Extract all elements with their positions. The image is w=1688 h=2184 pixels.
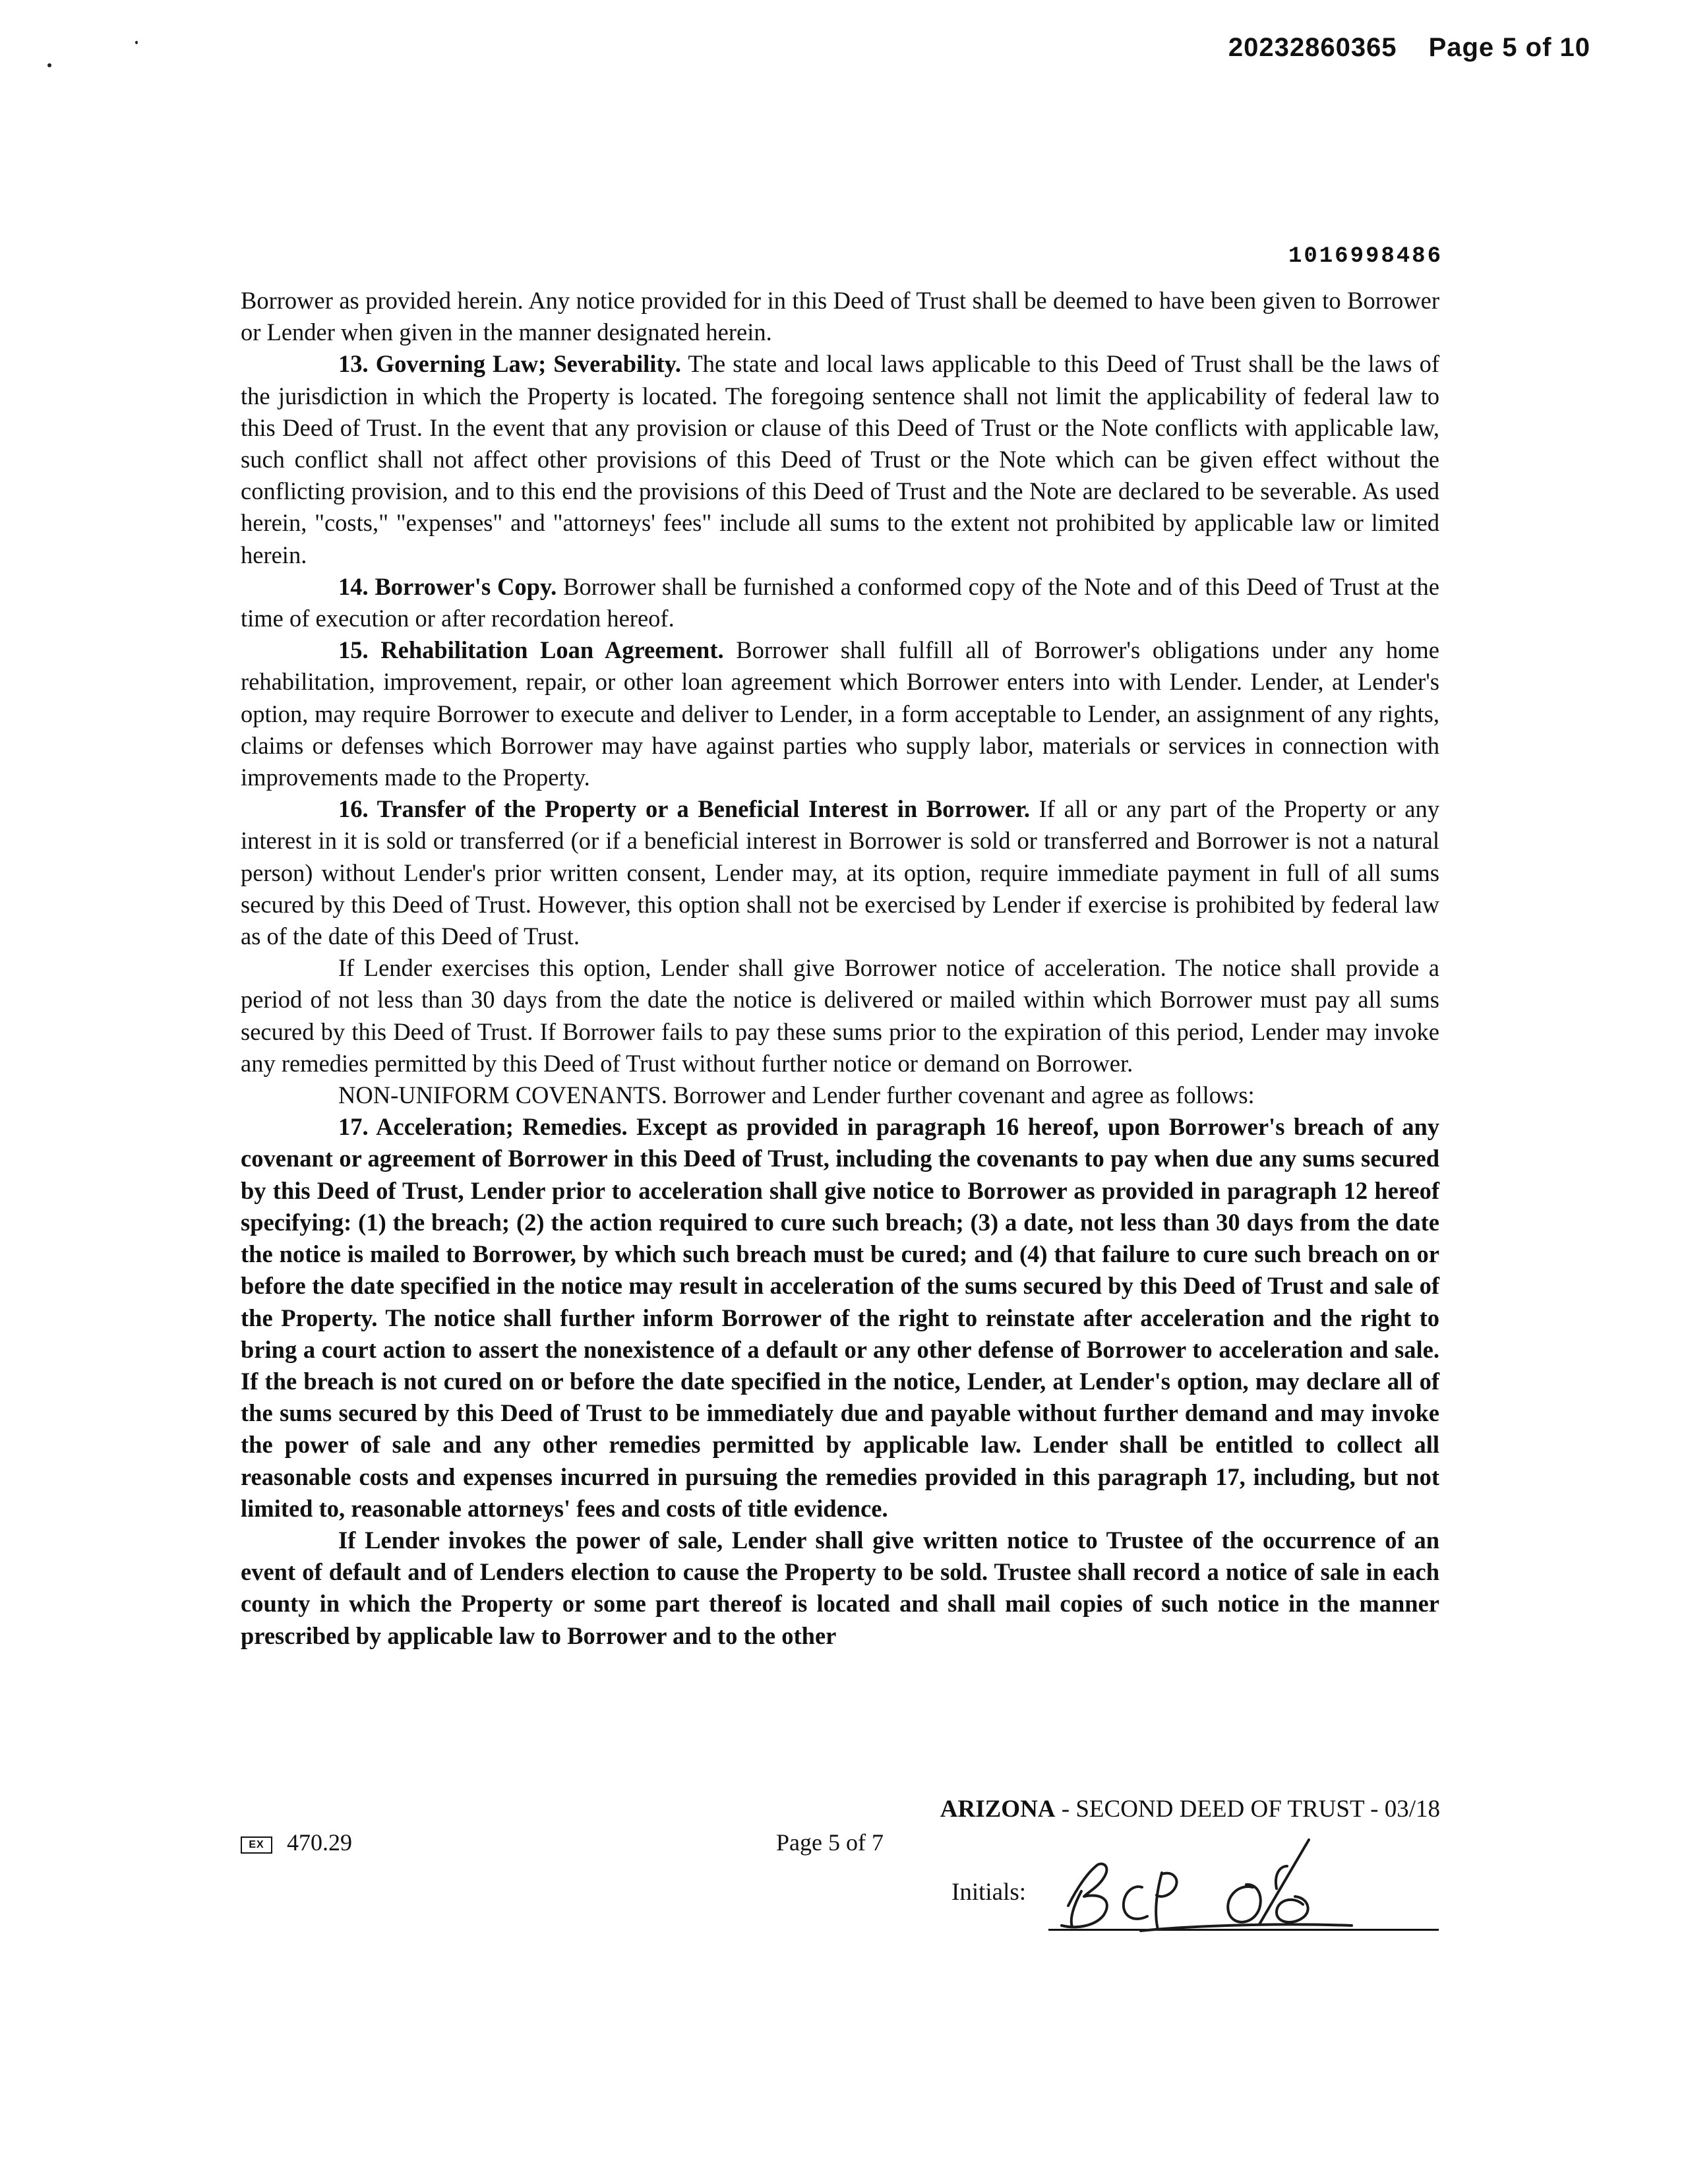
paragraph-16-text: If all or any part of the Property or any interest in it is sold or transferred (or if a beneficial interest in Borrower is sold or transferred and Borrower is not a natural person) without Lender's prior written consent, Lender may, at its option, require immediate payment in full of all sums secured by this Deed of Trust. However, this option shall not be exercised by Lender if exercise is prohibited by federal law as of the date of this Deed of Trust.	[241, 795, 1439, 950]
paragraph-16-option: If Lender exercises this option, Lender shall give Borrower notice of acceleration. The notice shall provide a period of not less than 30 days from the date the notice is delivered or mailed within which Borrower must pay all sums secured by this Deed of Trust. If Borrower fails to pay these sums prior to the expiration of this period, Lender may invoke any remedies permitted by this Deed of Trust without further notice or demand on Borrower.	[241, 954, 1439, 1077]
recording-number: 20232860365	[1228, 33, 1397, 62]
paragraph-continuation: Borrower as provided herein. Any notice provided for in this Deed of Trust shall be deemed to have been given to Borrower or Lender when given in the manner designated herein.	[241, 287, 1439, 346]
loan-number: 1016998486	[1288, 244, 1443, 269]
scan-speck	[135, 41, 138, 44]
paragraph-15	[241, 634, 1439, 793]
handwritten-initials	[1042, 1827, 1411, 1942]
paragraph-16-heading: 16. Transfer of the Property or a Beneficial Interest in Borrower.	[338, 795, 1030, 823]
paragraph-13-heading: 13. Governing Law; Severability.	[338, 350, 681, 378]
paragraph-15-heading: 15. Rehabilitation Loan Agreement.	[338, 636, 724, 664]
form-title-state: ARIZONA	[940, 1796, 1056, 1823]
scan-speck	[47, 63, 51, 67]
recording-page-label: Page 5 of 10	[1428, 33, 1590, 62]
form-title	[940, 1795, 1440, 1823]
form-title-rest: - SECOND DEED OF TRUST - 03/18	[1055, 1796, 1440, 1823]
paragraph-16	[241, 793, 1439, 952]
form-number: 470.29	[287, 1829, 352, 1856]
document-body	[241, 285, 1439, 1652]
form-code	[241, 1829, 352, 1856]
paragraph-13-text: The state and local laws applicable to this Deed of Trust shall be the laws of the jurisdiction in which the Property is located. The foregoing sentence shall not limit the applicability of federal law to this Deed of Trust. In the event that any provision or clause of this Deed of Trust or the Note conflicts with applicable law, such conflict shall not affect other provisions of this Deed of Trust or the Note which can be given effect without the conflicting provision, and to this end the provisions of this Deed of Trust and the Note are declared to be severable. As used herein, "costs," "expenses" and "attorneys' fees" include all sums to the extent not prohibited by applicable law or limited herein.	[241, 350, 1440, 568]
ellie-mae-icon: EX	[241, 1836, 272, 1854]
paragraph-14-heading: 14. Borrower's Copy.	[338, 572, 557, 600]
paragraph-14-text: Borrower shall be furnished a conformed copy of the Note and of this Deed of Trust at the time of execution or after recordation hereof.	[241, 572, 1440, 632]
initials-label: Initials:	[951, 1879, 1027, 1906]
page-number: Page 5 of 7	[776, 1829, 884, 1856]
non-uniform-covenants: NON-UNIFORM COVENANTS. Borrower and Lender further covenant and agree as follows:	[338, 1081, 1255, 1109]
paragraph-15-text: Borrower shall fulfill all of Borrower's obligations under any home rehabilitation, improvement, repair, or other loan agreement which Borrower enters into with Lender. Lender, at Lender's option, may require Borrower to execute and deliver to Lender, in a form acceptable to Lender, an assignment of any rights, claims or defenses which Borrower may have against parties who supply labor, materials or services in connection with improvements made to the Property.	[241, 636, 1439, 791]
paragraph-13	[241, 348, 1439, 570]
recording-header	[1228, 33, 1590, 63]
paragraph-17: 17. Acceleration; Remedies. Except as provided in paragraph 16 hereof, upon Borrower's breach of any covenant or agreement of Borrower in this Deed of Trust, including the covenants to pay when due any sums secured by this Deed of Trust, Lender prior to acceleration shall give notice to Borrower as provided in paragraph 12 hereof specifying: (1) the breach; (2) the action required to cure such breach; (3) a date, not less than 30 days from the date the notice is mailed to Borrower, by which such breach must be cured; and (4) that failure to cure such breach on or before the date specified in the notice may result in acceleration of the sums secured by this Deed of Trust and sale of the Property. The notice shall further inform Borrower of the right to reinstate after acceleration and the right to bring a court action to assert the nonexistence of a default or any other defense of Borrower to acceleration and sale. If the breach is not cured on or before the date specified in the notice, Lender, at Lender's option, may declare all of the sums secured by this Deed of Trust to be immediately due and payable without further demand and may invoke the power of sale and any other remedies permitted by applicable law. Lender shall be entitled to collect all reasonable costs and expenses incurred in pursuing the remedies provided in this paragraph 17, including, but not limited to, reasonable attorneys' fees and costs of title evidence.	[241, 1113, 1439, 1522]
paragraph-14	[241, 571, 1439, 634]
paragraph-power-of-sale: If Lender invokes the power of sale, Lender shall give written notice to Trustee of the occurrence of an event of default and of Lenders election to cause the Property to be sold. Trustee shall record a notice of sale in each county in which the Property or some part thereof is located and shall mail copies of such notice in the manner prescribed by applicable law to Borrower and to the other	[241, 1526, 1439, 1649]
